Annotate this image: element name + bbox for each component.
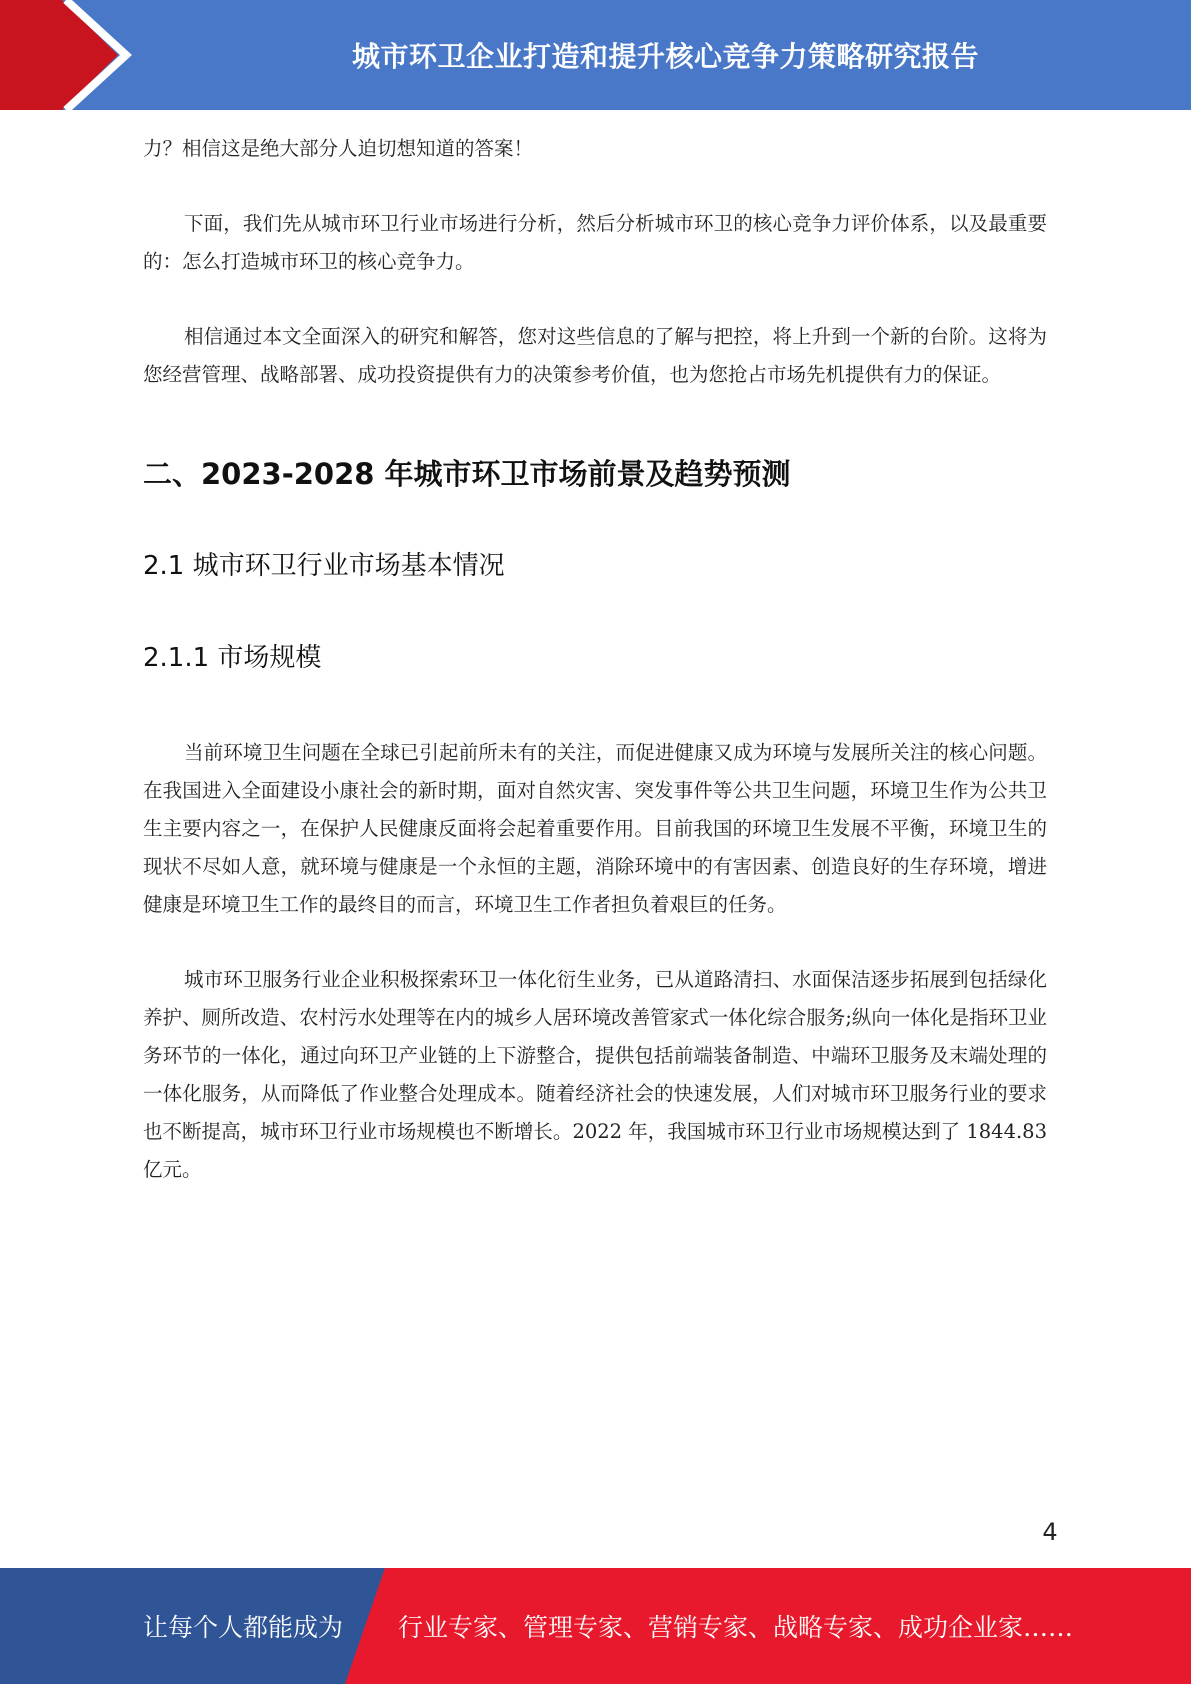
- footer-slogan-left: 让每个人都能成为: [143, 1613, 344, 1642]
- subsubsection-heading: 2.1.1 市场规模: [143, 643, 322, 673]
- document-body: [143, 130, 1047, 1226]
- section-heading: 二、2023-2028 年城市环卫市场前景及趋势预测: [143, 457, 791, 491]
- paragraph-intro-end: 力？相信这是绝大部分人迫切想知道的答案！: [143, 137, 534, 160]
- page-header: [0, 0, 1191, 110]
- report-title: 城市环卫企业打造和提升核心竞争力策略研究报告: [351, 40, 979, 73]
- paragraph-value: 相信通过本文全面深入的研究和解答，您对这些信息的了解与把控，将上升到一个新的台阶。这将为您经营管理、战略部署、成功投资提供有力的决策参考价值，也为您抢占市场先机提供有力的保证。: [143, 325, 1047, 386]
- page-number: 4: [1042, 1518, 1058, 1546]
- paragraph-market-size: 城市环卫服务行业企业积极探索环卫一体化衍生业务，已从道路清扫、水面保洁逐步拓展到包括绿化养护、厕所改造、农村污水处理等在内的城乡人居环境改善管家式一体化综合服务;纵向一体化是指环卫业务环节的一体化，通过向环卫产业链的上下游整合，提供包括前端装备制造、中端环卫服务及末端处理的一体化服务，从而降低了作业整合处理成本。随着经济社会的快速发展，人们对城市环卫服务行业的要求也不断提高，城市环卫行业市场规模也不断增长。2022 年，我国城市环卫行业市场规模达到了 1844.83 亿元。: [143, 968, 1047, 1181]
- header-arrow-icon: [0, 0, 150, 110]
- subsection-heading: 2.1 城市环卫行业市场基本情况: [143, 551, 505, 581]
- paragraph-environment-health: 当前环境卫生问题在全球已引起前所未有的关注，而促进健康又成为环境与发展所关注的核心问题。在我国进入全面建设小康社会的新时期，面对自然灾害、突发事件等公共卫生问题，环境卫生作为公共卫生主要内容之一，在保护人民健康反面将会起着重要作用。目前我国的环境卫生发展不平衡，环境卫生的现状不尽如人意，就环境与健康是一个永恒的主题，消除环境中的有害因素、创造良好的生存环境，增进健康是环境卫生工作的最终目的而言，环境卫生工作者担负着艰巨的任务。: [143, 741, 1047, 916]
- page-footer: [0, 1568, 1191, 1684]
- paragraph-analysis-plan: 下面，我们先从城市环卫行业市场进行分析，然后分析城市环卫的核心竞争力评价体系，以及最重要的：怎么打造城市环卫的核心竞争力。: [143, 212, 1047, 273]
- footer-slogan-right: 行业专家、管理专家、营销专家、战略专家、成功企业家……: [398, 1613, 1074, 1642]
